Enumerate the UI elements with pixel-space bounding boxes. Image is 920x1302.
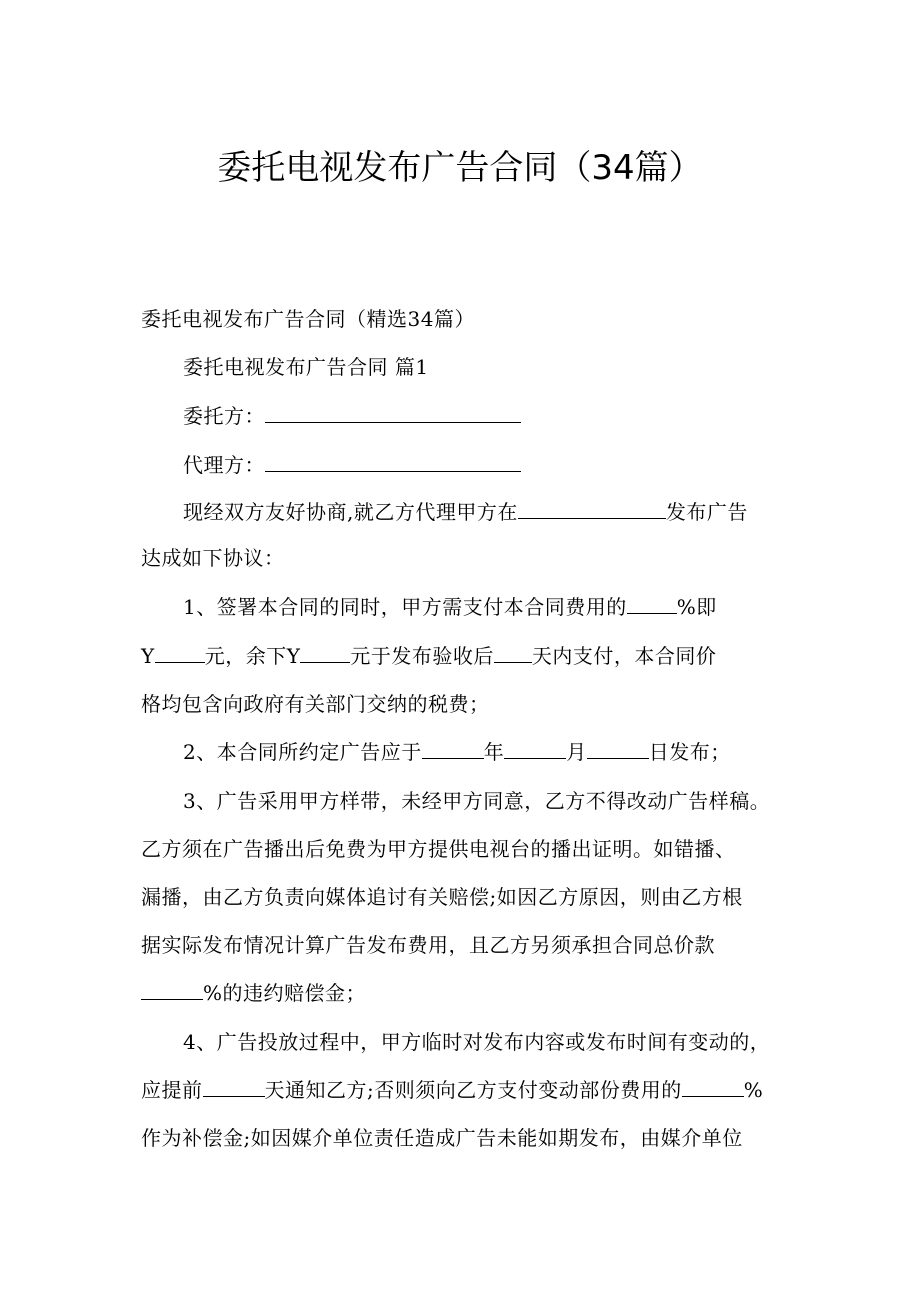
text-segment: 天内支付，本合同价 [531,644,717,668]
clause-2-line [183,737,731,767]
text-segment: 天通知乙方;否则须向乙方支付变动部份费用的 [264,1078,682,1102]
text-segment: 2、本合同所约定广告应于 [183,740,422,764]
year-blank [422,738,484,759]
section-heading: 委托电视发布广告合同 篇1 [183,355,429,379]
agent-party-blank [265,451,521,472]
percent-blank [682,1076,744,1097]
text-segment: 元于发布验收后 [350,644,494,668]
clause-1-line: 格均包含向政府有关部门交纳的税费； [141,692,490,716]
text-segment: 年 [483,740,505,764]
client-party-line [183,401,521,431]
days-blank [203,1076,265,1097]
location-blank [518,498,666,519]
text-segment: 月 [566,740,587,764]
clause-3-line: 乙方须在广告播出后免费为甲方提供电视台的播出证明。如错播、 [141,837,736,861]
text-segment: 应提前 [141,1078,203,1102]
text-segment: 1、签署本合同的同时，甲方需支付本合同费用的 [183,595,627,619]
clause-3-line: 据实际发布情况计算广告发布费用，且乙方另须承担合同总价款 [141,933,715,957]
text-segment: 发布广告 [665,500,748,524]
text-segment: 元，余下Y [204,644,301,668]
text-segment: % [743,1078,764,1102]
day-blank [587,738,649,759]
amount-blank [155,642,205,663]
agent-party-line [183,450,521,480]
amount-blank [300,642,350,663]
clause-1-line [141,641,716,671]
clause-3-line: 漏播，由乙方负责向媒体追讨有关赔偿;如因乙方原因，则由乙方根 [141,885,743,909]
clause-4-line: 4、广告投放过程中，甲方临时对发布内容或发布时间有变动的， [183,1030,771,1054]
days-blank [494,642,532,663]
client-party-blank [265,402,521,423]
clause-4-line [141,1075,763,1105]
clause-3-line [141,978,366,1008]
document-title: 委托电视发布广告合同（34篇） [217,148,703,188]
paragraph-line: 达成如下协议： [141,546,285,570]
text-segment: %即 [676,595,717,619]
client-party-label: 委托方： [183,404,265,428]
clause-3-line: 3、广告采用甲方样带，未经甲方同意，乙方不得改动广告样稿。 [183,789,771,813]
agent-party-label: 代理方： [183,453,265,477]
text-segment: Y [141,644,155,668]
percent-blank [141,979,203,1000]
document-subtitle: 委托电视发布广告合同（精选34篇） [141,307,475,331]
text-segment: 现经双方友好协商,就乙方代理甲方在 [183,500,518,524]
percent-blank [627,593,677,614]
clause-4-line: 作为补偿金;如因媒介单位责任造成广告未能如期发布，由媒介单位 [141,1126,743,1150]
month-blank [504,738,566,759]
text-segment: %的违约赔偿金； [203,981,367,1005]
text-segment: 日发布； [648,740,731,764]
paragraph-line [183,497,748,527]
clause-1-line [183,592,717,622]
